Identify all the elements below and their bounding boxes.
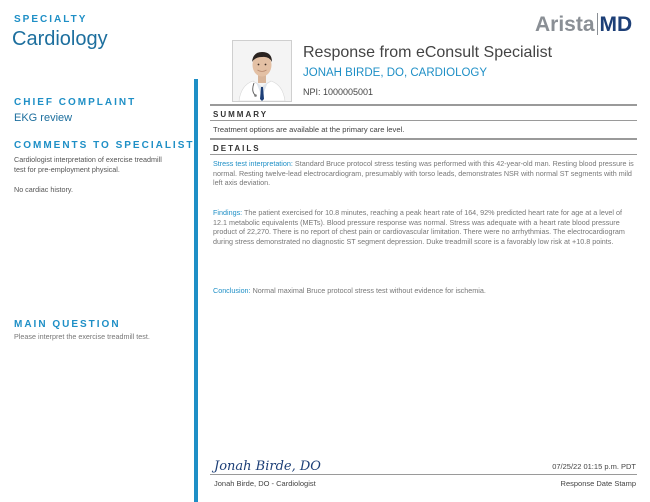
- specialist-signature: Jonah Birde, DO: [214, 459, 321, 474]
- logo-divider: [597, 13, 598, 35]
- aristamd-logo: [535, 13, 632, 39]
- conclusion-label: Conclusion:: [213, 286, 251, 295]
- specialist-npi: NPI: 1000005001: [303, 87, 374, 97]
- response-date: 07/25/22 01:15 p.m. PDT: [552, 462, 636, 471]
- footer-rule: [210, 474, 637, 475]
- details-conclusion: [213, 286, 637, 296]
- main-question-value: Please interpret the exercise treadmill test.: [14, 332, 150, 341]
- specialty-label: SPECIALTY: [14, 14, 88, 25]
- details-bottom-rule: [210, 154, 637, 155]
- main-question-label: MAIN QUESTION: [14, 319, 121, 330]
- details-top-rule: [210, 138, 637, 140]
- specialist-photo: [232, 40, 292, 102]
- logo-text-md: MD: [599, 13, 633, 36]
- interpretation-text: Standard Bruce protocol stress testing was performed with this 42-year-old man. Resting blood pressure is normal. Resting twelve-lead electrocardiogram, presumably with torso leads, demonstrates NSR with normal ST segments with mild left axis deviation.: [213, 159, 634, 188]
- interpretation-label: Stress test interpretation:: [213, 159, 293, 168]
- findings-text: The patient exercised for 10.8 minutes, reaching a peak heart rate of 164, 92% predicted heart rate for age at a level of 12.1 metabolic equivalents (METs). Blood pressure response was normal. Stress was adequate with a heart rate blood pressure product of 22,270. There is no report of chest pain or cardiovascular limitation. There were no arrhythmias. The electrocardiogram during stress demonstrated no diagnostic ST segment depression. Duke treadmill score is a favorably low risk at +10.8 points.: [213, 208, 625, 247]
- conclusion-text: Normal maximal Bruce protocol stress test without evidence for ischemia.: [252, 286, 486, 295]
- summary-label: SUMMARY: [213, 110, 269, 119]
- response-date-label: Response Date Stamp: [560, 479, 636, 488]
- comments-history: No cardiac history.: [14, 185, 73, 194]
- summary-bottom-rule: [210, 120, 637, 121]
- signer-name: Jonah Birde, DO - Cardiologist: [214, 479, 316, 488]
- logo-text-arista: Arista: [535, 13, 595, 36]
- response-title: Response from eConsult Specialist: [303, 44, 553, 61]
- specialty-value: Cardiology: [12, 28, 108, 50]
- chief-complaint-value: EKG review: [14, 112, 73, 124]
- specialist-name: JONAH BIRDE, DO, CARDIOLOGY: [303, 67, 488, 79]
- comments-text: Cardiologist interpretation of exercise treadmill test for pre-employment physical.: [14, 155, 162, 174]
- details-interpretation: [213, 159, 637, 188]
- findings-label: Findings:: [213, 208, 243, 217]
- comments-label: COMMENTS TO SPECIALIST: [14, 140, 195, 151]
- doctor-avatar-icon: [233, 41, 291, 101]
- summary-text: Treatment options are available at the primary care level.: [213, 125, 405, 134]
- details-findings: [213, 208, 637, 247]
- details-label: DETAILS: [213, 144, 261, 153]
- summary-top-rule: [210, 104, 637, 106]
- chief-complaint-label: CHIEF COMPLAINT: [14, 97, 137, 108]
- column-divider: [194, 79, 198, 502]
